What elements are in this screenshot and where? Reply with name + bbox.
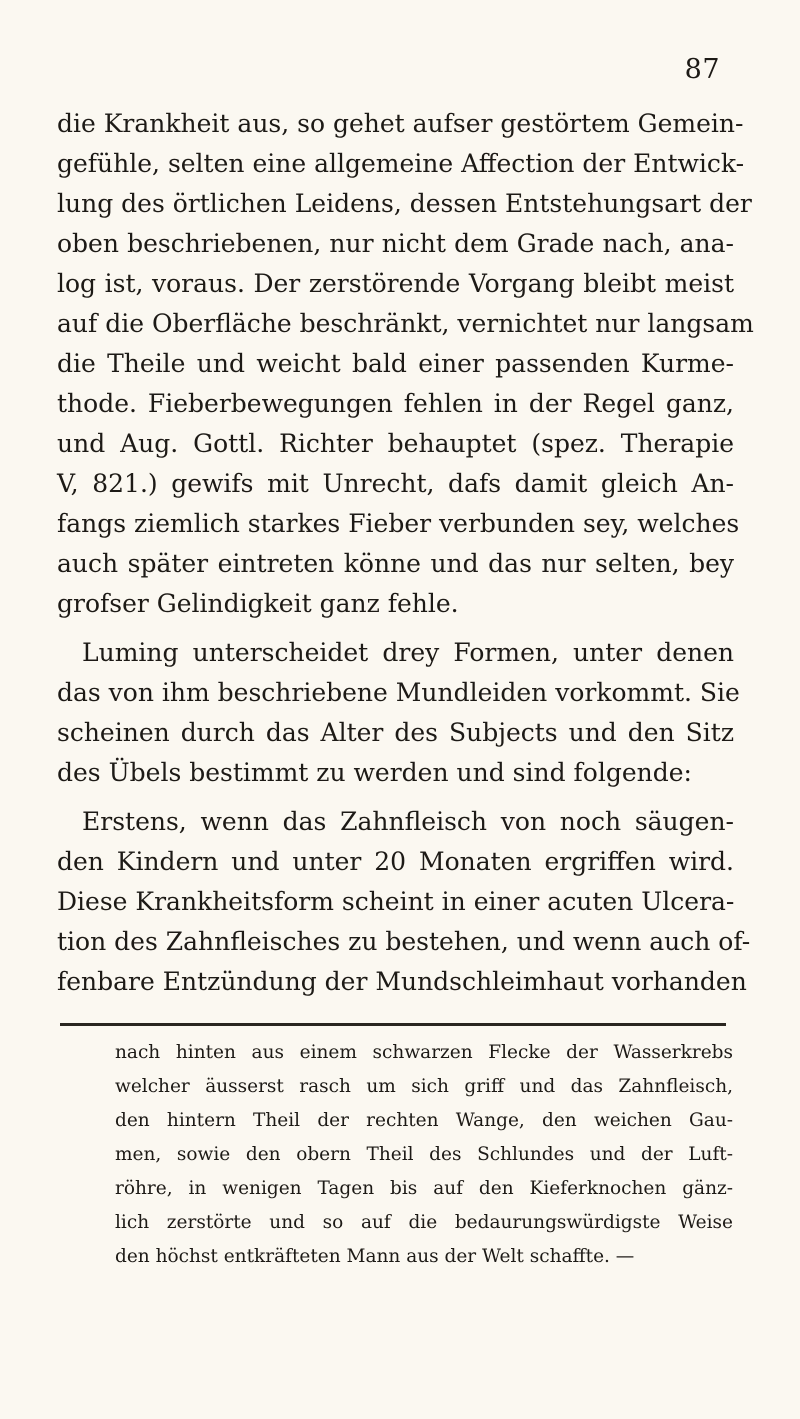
footnote-line: welcher äusserst rasch um sich griff und das Zahnfleisch, <box>115 1076 733 1097</box>
main-text-line: grofser Gelindigkeit ganz fehle. <box>57 589 459 618</box>
main-text-line: Luming unterscheidet drey Formen, unter denen <box>82 638 734 667</box>
main-text-line: tion des Zahnfleisches zu bestehen, und wenn auch of- <box>57 927 751 956</box>
footnote-line: röhre, in wenigen Tagen bis auf den Kieferknochen gänz- <box>115 1178 733 1199</box>
main-text-line: die Krankheit aus, so gehet aufser gestörtem Gemein- <box>57 109 744 138</box>
footnote-line: nach hinten aus einem schwarzen Flecke der Wasserkrebs <box>115 1042 733 1063</box>
footnote-line: den höchst entkräfteten Mann aus der Welt schaffte. — <box>115 1246 635 1267</box>
main-text-line: Erstens, wenn das Zahnfleisch von noch säugen- <box>82 807 734 836</box>
footnote-line: den hintern Theil der rechten Wange, den weichen Gau- <box>115 1110 733 1131</box>
main-text-line: auf die Oberfläche beschränkt, vernichtet nur langsam <box>57 309 754 338</box>
main-text-line: lung des örtlichen Leidens, dessen Entstehungsart der <box>57 189 752 218</box>
footnote-block <box>115 1036 733 1274</box>
main-text-line: thode. Fieberbewegungen fehlen in der Regel ganz, <box>57 389 734 418</box>
main-text-line: das von ihm beschriebene Mundleiden vorkommt. Sie <box>57 678 740 707</box>
main-text-line: auch später eintreten könne und das nur selten, bey <box>57 549 734 578</box>
main-text-line: den Kindern und unter 20 Monaten ergriffen wird. <box>57 847 734 876</box>
main-text-line: fangs ziemlich starkes Fieber verbunden sey, welches <box>57 509 740 538</box>
footnote-line: men, sowie den obern Theil des Schlundes und der Luft- <box>115 1144 733 1165</box>
main-text-line: V, 821.) gewifs mit Unrecht, dafs damit gleich An- <box>57 469 734 498</box>
footnote-divider <box>60 1023 726 1026</box>
main-text-line: und Aug. Gottl. Richter behauptet (spez. Therapie <box>57 429 734 458</box>
footnote-line: lich zerstörte und so auf die bedaurungswürdigste Weise <box>115 1212 733 1233</box>
page-number: 87 <box>684 54 720 85</box>
main-text-line: fenbare Entzündung der Mundschleimhaut vorhanden <box>57 967 747 996</box>
main-text-line: oben beschriebenen, nur nicht dem Grade nach, ana- <box>57 229 734 258</box>
main-text-block <box>57 104 754 1002</box>
main-text-line: log ist, voraus. Der zerstörende Vorgang bleibt meist <box>57 269 734 298</box>
main-text-line: scheinen durch das Alter des Subjects und den Sitz <box>57 718 734 747</box>
main-text-line: Diese Krankheitsform scheint in einer acuten Ulcera- <box>57 887 735 916</box>
main-text-line: die Theile und weicht bald einer passenden Kurme- <box>57 349 734 378</box>
main-text-line: des Übels bestimmt zu werden und sind folgende: <box>57 758 692 787</box>
main-text-line: gefühle, selten eine allgemeine Affection der Entwick- <box>57 149 745 178</box>
